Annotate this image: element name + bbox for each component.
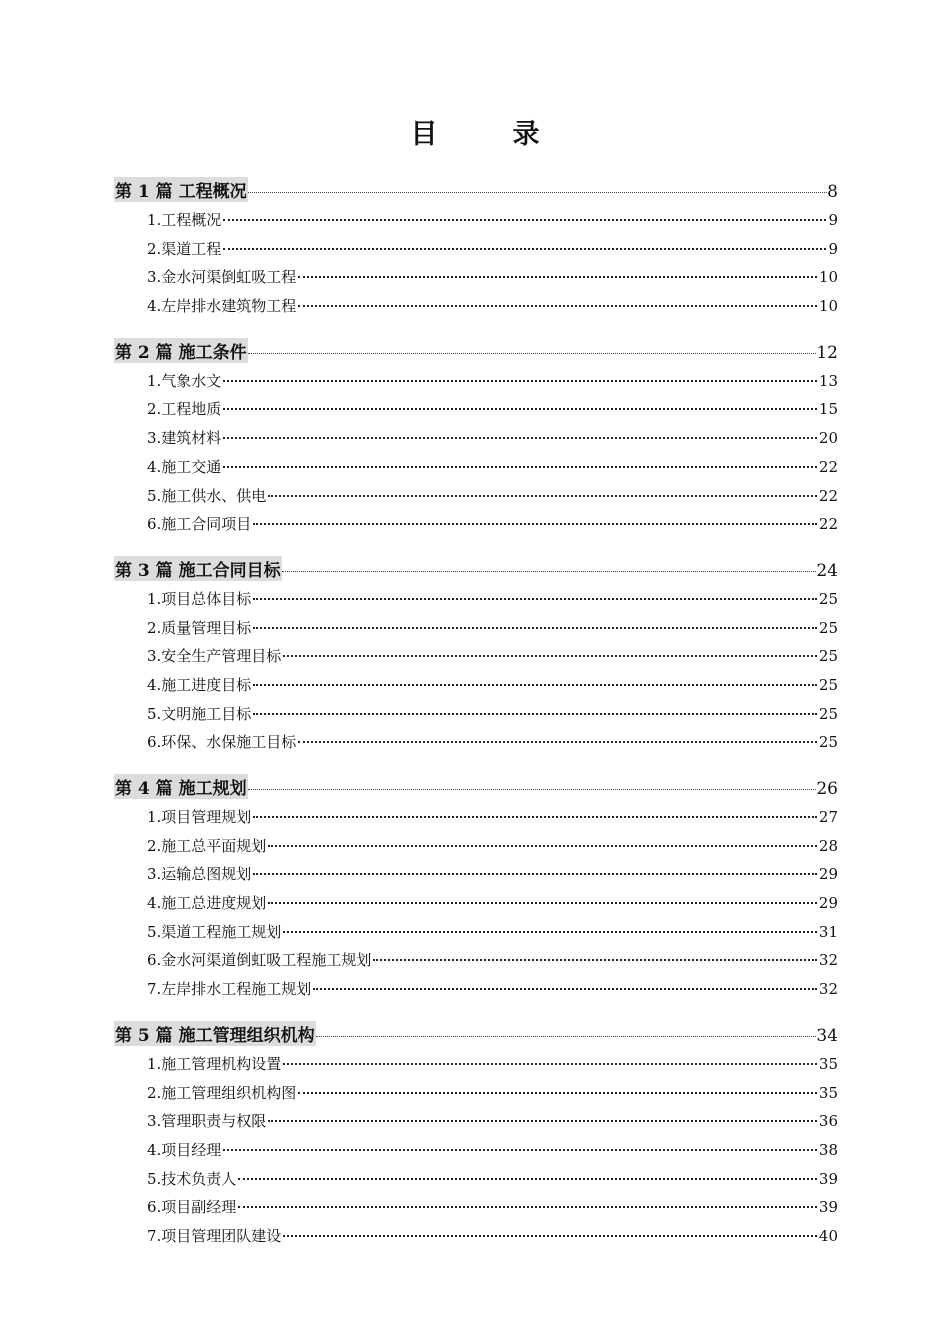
- toc-entry[interactable]: [114, 703, 838, 732]
- toc-entry-label: 1.项目管理规划: [147, 808, 252, 826]
- toc-leader-dots: [283, 655, 817, 657]
- toc-entry-label: 1.项目总体目标: [147, 589, 252, 608]
- toc-leader-dots: [373, 959, 817, 961]
- toc-entry-label: 4.施工进度目标: [147, 675, 252, 694]
- toc-leader-dots: [283, 1063, 817, 1065]
- toc-page-number: 9: [828, 211, 838, 229]
- toc-entry[interactable]: [114, 370, 838, 399]
- toc-page-number: 32: [818, 980, 838, 999]
- toc-page-number: 35: [818, 1054, 838, 1073]
- toc-entry-label: 6.金水河渠道倒虹吸工程施工规划: [147, 951, 372, 970]
- toc-part-label: 第 1 篇 工程概况: [114, 177, 248, 202]
- toc-leader-dots: [238, 1206, 817, 1208]
- toc-leader-dots: [282, 571, 817, 572]
- toc-page-number: 22: [818, 486, 838, 505]
- toc-entry-label: 1.气象水文: [147, 371, 222, 390]
- toc-page-number: 36: [818, 1112, 838, 1131]
- toc-entry-label: 2.工程地质: [147, 400, 222, 419]
- toc-page-number: 26: [816, 779, 838, 799]
- toc-leader-dots: [298, 276, 817, 278]
- toc-entry[interactable]: [114, 1053, 838, 1082]
- toc-leader-dots: [313, 988, 817, 990]
- toc-leader-dots: [298, 305, 817, 307]
- toc-page-number: 29: [818, 865, 838, 884]
- toc-page-number: 25: [818, 589, 838, 608]
- toc-leader-dots: [253, 684, 817, 686]
- toc-page-number: 31: [818, 922, 838, 941]
- toc-entry[interactable]: [114, 209, 838, 238]
- toc-leader-dots: [268, 495, 817, 497]
- toc-entry-label: 4.施工交通: [147, 457, 222, 476]
- toc-entry-label: 4.施工总进度规划: [147, 894, 267, 913]
- toc-leader-dots: [268, 902, 817, 904]
- toc-leader-dots: [223, 408, 817, 410]
- toc-page-number: 25: [818, 647, 838, 666]
- toc-entry[interactable]: [114, 674, 838, 703]
- toc-entry-label: 2.质量管理目标: [147, 618, 252, 637]
- toc-entry-label: 3.金水河渠倒虹吸工程: [147, 268, 297, 287]
- toc-part: [114, 338, 838, 542]
- toc-entry-label: 2.渠道工程: [147, 239, 222, 258]
- toc-leader-dots: [283, 1235, 817, 1237]
- toc-part-label: 第 4 篇 施工规划: [114, 774, 248, 799]
- toc-leader-dots: [298, 1092, 817, 1094]
- page-title: 目 录: [410, 119, 564, 150]
- toc-part-heading[interactable]: [114, 1021, 838, 1053]
- toc-leader-dots: [223, 248, 826, 250]
- toc-leader-dots: [316, 1036, 817, 1037]
- toc-leader-dots: [268, 845, 817, 847]
- toc-page-number: 10: [818, 297, 838, 316]
- toc-part-heading[interactable]: [114, 338, 838, 370]
- toc-entry-label: 3.运输总图规划: [147, 865, 252, 884]
- toc-page-number: 10: [818, 268, 838, 287]
- toc-page-number: 28: [818, 836, 838, 855]
- toc-entry-label: 1.工程概况: [147, 211, 222, 229]
- toc-leader-dots: [248, 789, 817, 790]
- toc-page-number: 40: [818, 1226, 838, 1245]
- toc-entry[interactable]: [114, 1196, 838, 1225]
- toc-entry[interactable]: [114, 645, 838, 674]
- toc-entry-label: 4.左岸排水建筑物工程: [147, 297, 297, 316]
- toc-leader-dots: [298, 741, 817, 743]
- toc-leader-dots: [253, 816, 817, 818]
- toc-entry-label: 7.项目管理团队建设: [147, 1226, 282, 1245]
- toc-page-number: 13: [818, 371, 838, 390]
- toc-entry[interactable]: [114, 398, 838, 427]
- toc-page-number: 25: [818, 618, 838, 637]
- toc-entry[interactable]: [114, 238, 838, 267]
- toc-page-number: 22: [818, 457, 838, 476]
- toc-entry-label: 5.文明施工目标: [147, 704, 252, 723]
- toc-page-number: 9: [828, 239, 838, 258]
- toc-entry[interactable]: [114, 617, 838, 646]
- toc-part: [114, 556, 838, 760]
- toc-leader-dots: [253, 627, 817, 629]
- toc-entry-label: 6.施工合同项目: [147, 515, 252, 534]
- toc-leader-dots: [253, 523, 817, 525]
- toc-leader-dots: [223, 380, 817, 382]
- toc-entry-label: 2.施工管理组织机构图: [147, 1083, 297, 1102]
- toc-entry-label: 4.项目经理: [147, 1140, 222, 1159]
- toc-entry-label: 6.环保、水保施工目标: [147, 733, 297, 752]
- toc-part-label: 第 2 篇 施工条件: [114, 338, 248, 363]
- toc-leader-dots: [253, 873, 817, 875]
- toc-page-number: 35: [818, 1083, 838, 1102]
- toc-page-number: 25: [818, 733, 838, 752]
- toc-entry[interactable]: [114, 921, 838, 950]
- toc-leader-dots: [223, 219, 826, 221]
- toc-page-number: 25: [818, 704, 838, 723]
- toc-page-number: 29: [818, 894, 838, 913]
- toc-entry[interactable]: [114, 892, 838, 921]
- toc-leader-dots: [223, 466, 817, 468]
- toc-entry-label: 3.建筑材料: [147, 429, 222, 448]
- toc-entry[interactable]: [114, 295, 838, 324]
- toc-entry[interactable]: [114, 863, 838, 892]
- toc-part: [114, 177, 838, 324]
- toc-entry-label: 5.渠道工程施工规划: [147, 922, 282, 941]
- toc-entry[interactable]: [114, 949, 838, 978]
- toc-leader-dots: [248, 353, 817, 354]
- toc-entry[interactable]: [114, 731, 838, 760]
- toc-entry[interactable]: [114, 1225, 838, 1254]
- toc-entry[interactable]: [114, 427, 838, 456]
- toc-entry-label: 3.管理职责与权限: [147, 1112, 267, 1131]
- toc-leader-dots: [238, 1178, 817, 1180]
- toc-page-number: 32: [818, 951, 838, 970]
- toc-entry-label: 5.施工供水、供电: [147, 486, 267, 505]
- toc-page-number: 25: [818, 675, 838, 694]
- toc-entry-label: 6.项目副经理: [147, 1198, 237, 1217]
- toc-leader-dots: [253, 598, 817, 600]
- toc-entry[interactable]: [114, 1139, 838, 1168]
- toc-leader-dots: [223, 1149, 817, 1151]
- toc-entry-label: 2.施工总平面规划: [147, 836, 267, 855]
- toc-page-number: 15: [818, 400, 838, 419]
- toc-page-number: 39: [818, 1198, 838, 1217]
- toc-entry[interactable]: [114, 978, 838, 1007]
- toc-part-label: 第 5 篇 施工管理组织机构: [114, 1021, 316, 1046]
- toc-page-number: 24: [816, 560, 838, 581]
- toc-entry[interactable]: [114, 1168, 838, 1197]
- toc-entry-label: 3.安全生产管理目标: [147, 647, 282, 666]
- toc-leader-dots: [268, 1120, 817, 1122]
- table-of-contents: [114, 177, 838, 1260]
- toc-page-number: 12: [816, 342, 838, 363]
- toc-page-number: 38: [818, 1140, 838, 1159]
- toc-entry-label: 1.施工管理机构设置: [147, 1054, 282, 1073]
- toc-entry-label: 5.技术负责人: [147, 1169, 237, 1188]
- toc-leader-dots: [248, 192, 828, 193]
- toc-part-heading[interactable]: [114, 774, 838, 806]
- toc-part: [114, 774, 838, 1007]
- toc-part: [114, 1021, 838, 1254]
- toc-entry[interactable]: [114, 806, 838, 835]
- toc-entry[interactable]: [114, 1110, 838, 1139]
- toc-page-number: 34: [816, 1025, 838, 1046]
- toc-part-label: 第 3 篇 施工合同目标: [114, 556, 282, 581]
- toc-entry[interactable]: [114, 456, 838, 485]
- toc-entry[interactable]: [114, 513, 838, 542]
- toc-part-heading[interactable]: [114, 177, 838, 209]
- toc-entry[interactable]: [114, 588, 838, 617]
- toc-leader-dots: [283, 931, 817, 933]
- toc-entry[interactable]: [114, 835, 838, 864]
- toc-entry-label: 7.左岸排水工程施工规划: [147, 980, 312, 999]
- toc-page-number: 8: [827, 182, 838, 202]
- toc-page-number: 27: [818, 808, 838, 826]
- toc-entry[interactable]: [114, 1082, 838, 1111]
- toc-part-heading[interactable]: [114, 556, 838, 588]
- toc-leader-dots: [223, 437, 817, 439]
- toc-page-number: 39: [818, 1169, 838, 1188]
- toc-page-number: 22: [818, 515, 838, 534]
- toc-entry[interactable]: [114, 266, 838, 295]
- toc-entry[interactable]: [114, 485, 838, 514]
- toc-leader-dots: [253, 713, 817, 715]
- toc-page-number: 20: [818, 429, 838, 448]
